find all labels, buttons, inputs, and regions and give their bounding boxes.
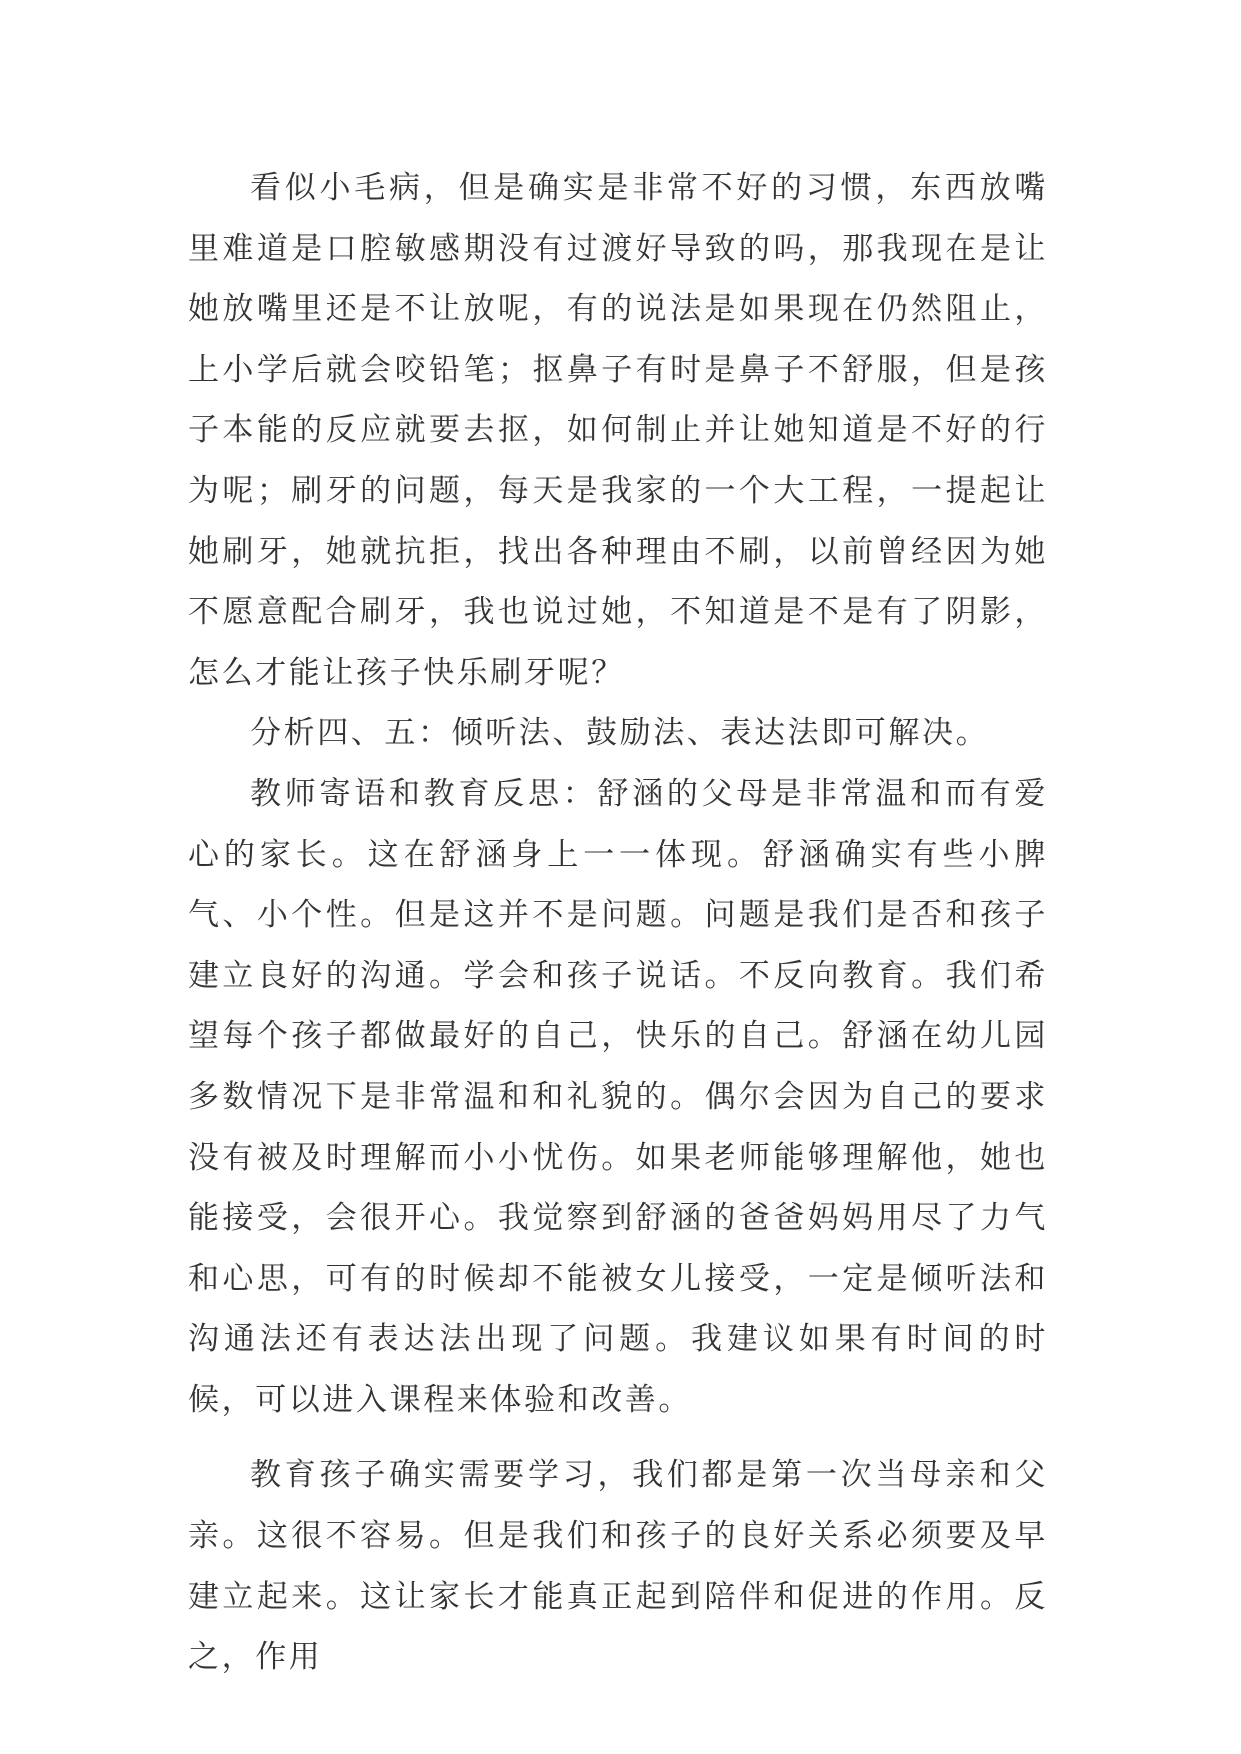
- paragraph-parenting-learning: 教育孩子确实需要学习，我们都是第一次当母亲和父亲。这很不容易。但是我们和孩子的良好关系必须要及早建立起来。这让家长才能真正起到陪伴和促进的作用。反之，作用: [188, 1457, 1048, 1676]
- paragraph-analysis: 分析四、五：倾听法、鼓励法、表达法即可解决。: [250, 715, 990, 752]
- paragraph-habits-question: 看似小毛病，但是确实是非常不好的习惯，东西放嘴里难道是口腔敏感期没有过渡好导致的吗，那我现在是让她放嘴里还是不让放呢，有的说法是如果现在仍然阻止，上小学后就会咬铅笔；抠鼻子有时是鼻子不舒服，但是孩子本能的反应就要去抠，如何制止并让她知道是不好的行为呢；刷牙的问题，每天是我家的一个大工程，一提起让她刷牙，她就抗拒，找出各种理由不刷，以前曾经因为她不愿意配合刷牙，我也说过她，不知道是不是有了阴影，怎么才能让孩子快乐刷牙呢？: [188, 170, 1048, 691]
- body-text: [188, 158, 1048, 1688]
- paragraph-teacher-reflection: 教师寄语和教育反思：舒涵的父母是非常温和而有爱心的家长。这在舒涵身上一一体现。舒涵确实有些小脾气、小个性。但是这并不是问题。问题是我们是否和孩子建立良好的沟通。学会和孩子说话。不反向教育。我们希望每个孩子都做最好的自己，快乐的自己。舒涵在幼儿园多数情况下是非常温和和礼貌的。偶尔会因为自己的要求没有被及时理解而小小忧伤。如果老师能够理解他，她也能接受，会很开心。我觉察到舒涵的爸爸妈妈用尽了力气和心思，可有的时候却不能被女儿接受，一定是倾听法和沟通法还有表达法出现了问题。我建议如果有时间的时候，可以进入课程来体验和改善。: [188, 775, 1048, 1418]
